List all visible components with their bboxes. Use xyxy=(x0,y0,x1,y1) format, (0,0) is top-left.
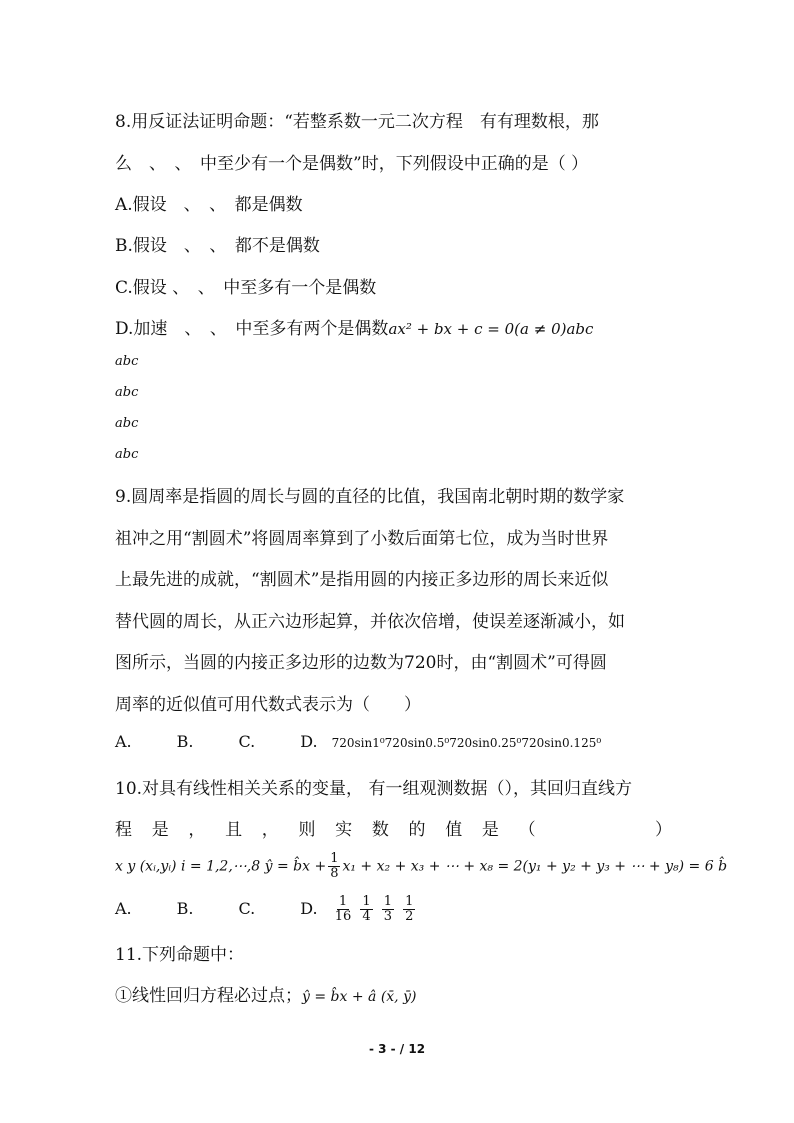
q10-formula-fraction xyxy=(328,852,340,881)
q10-w13: ） xyxy=(654,820,672,840)
q10-w3: 且 xyxy=(225,820,243,840)
q8-abc-2: abc xyxy=(115,385,139,400)
q9-line4: 替代圆的周长，从正六边形起算，并依次倍增，使误差逐渐减小，如 xyxy=(115,612,625,632)
q10-options xyxy=(115,895,417,924)
q10-option-b: B. xyxy=(176,899,194,918)
q11-item1-text: ①线性回归方程必过点； xyxy=(115,986,302,1006)
q8-abc-4: abc xyxy=(115,447,139,462)
page-number: - 3 - / 12 xyxy=(368,1042,426,1056)
q9-option-c: C. xyxy=(238,732,256,751)
q10-w6: 实 xyxy=(335,820,353,840)
q8-option-b: B.假设 、 、 都不是偶数 xyxy=(115,236,320,256)
q10-line2 xyxy=(115,815,672,840)
q11-line1: 11.下列命题中： xyxy=(115,945,245,965)
q8-line2: 么 、 、 中至少有一个是偶数”时，下列假设中正确的是（ ） xyxy=(115,154,589,174)
q10-w8: 的 xyxy=(408,820,426,840)
q10-option-d: D. xyxy=(300,899,318,918)
q10-w7: 数 xyxy=(371,820,389,840)
frac-num: 1 xyxy=(330,851,339,866)
q10-formula-line xyxy=(115,852,727,881)
q10-option-c: C. xyxy=(238,899,256,918)
q9-line2: 祖冲之用“割圆术”将圆周率算到了小数后面第七位，成为当时世界 xyxy=(115,529,609,549)
frac-den: 16 xyxy=(334,909,352,924)
frac-den: 2 xyxy=(405,909,414,924)
frac-den: 8 xyxy=(330,866,339,881)
q10-w5: 则 xyxy=(298,820,316,840)
q10-w10: 是 xyxy=(481,820,499,840)
q9-options xyxy=(115,732,601,751)
q9-option-d: D. xyxy=(300,732,318,751)
frac-num: 1 xyxy=(405,894,414,909)
q10-line1: 10.对具有线性相关关系的变量， 有一组观测数据（），其回归直线方 xyxy=(115,779,632,799)
frac-den: 3 xyxy=(383,909,392,924)
q8-option-a: A.假设 、 、 都是偶数 xyxy=(115,195,303,215)
q10-frac-d xyxy=(403,895,415,924)
q10-w2: ， xyxy=(188,820,206,840)
q10-w1: 是 xyxy=(151,820,169,840)
q9-line5: 图所示，当圆的内接正多边形的边数为720时，由“割圆术”可得圆 xyxy=(115,653,607,673)
q10-w12 xyxy=(555,815,635,840)
q9-line6: 周率的近似值可用代数式表示为（ ） xyxy=(115,695,421,715)
q8-abc-1: abc xyxy=(115,354,139,369)
q10-w4: ， xyxy=(261,820,279,840)
q10-formula-a: x y (xᵢ,yᵢ) i = 1,2,⋯,8 ŷ = b̂x + xyxy=(115,858,327,875)
q8-option-d-text: D.加速 、 、 中至多有两个是偶数 xyxy=(115,319,389,339)
q8-option-c: C.假设 、 、 中至多有一个是偶数 xyxy=(115,278,377,298)
q11-item1-formula: ŷ = b̂x + â (x̄, ȳ) xyxy=(302,989,417,1005)
q10-w9: 值 xyxy=(445,820,463,840)
q8-formula: ax² + bx + c = 0(a ≠ 0)abc xyxy=(388,320,594,338)
q11-item1 xyxy=(115,981,416,1006)
q8-line1: 8.用反证法证明命题：“若整系数一元二次方程 有有理数根，那 xyxy=(115,112,599,132)
frac-num: 1 xyxy=(383,894,392,909)
q9-line3: 上最先进的成就，“割圆术”是指用圆的内接正多边形的周长来近似 xyxy=(115,570,609,590)
frac-num: 1 xyxy=(338,894,348,909)
q9-line1: 9.圆周率是指圆的周长与圆的直径的比值，我国南北朝时期的数学家 xyxy=(115,487,625,507)
q8-option-d xyxy=(115,314,593,339)
q9-option-a: A. xyxy=(115,732,132,751)
q10-option-a: A. xyxy=(115,899,132,918)
q10-formula-b: x₁ + x₂ + x₃ + ⋯ + x₈ = 2(y₁ + y₂ + y₃ + ⋯ + y₈) = 6 b̂ xyxy=(342,858,728,875)
frac-den: 4 xyxy=(362,909,371,924)
q10-w0: 程 xyxy=(115,820,132,840)
q10-frac-a xyxy=(335,895,352,924)
q10-w11: （ xyxy=(518,820,536,840)
q10-frac-b xyxy=(360,895,372,924)
q9-option-b: B. xyxy=(176,732,194,751)
q10-frac-c xyxy=(382,895,394,924)
q9-formula: 720sin1⁰720sin0.5⁰720sin0.25⁰720sin0.125⁰ xyxy=(331,736,602,750)
q8-abc-3: abc xyxy=(115,416,139,431)
frac-num: 1 xyxy=(362,894,371,909)
